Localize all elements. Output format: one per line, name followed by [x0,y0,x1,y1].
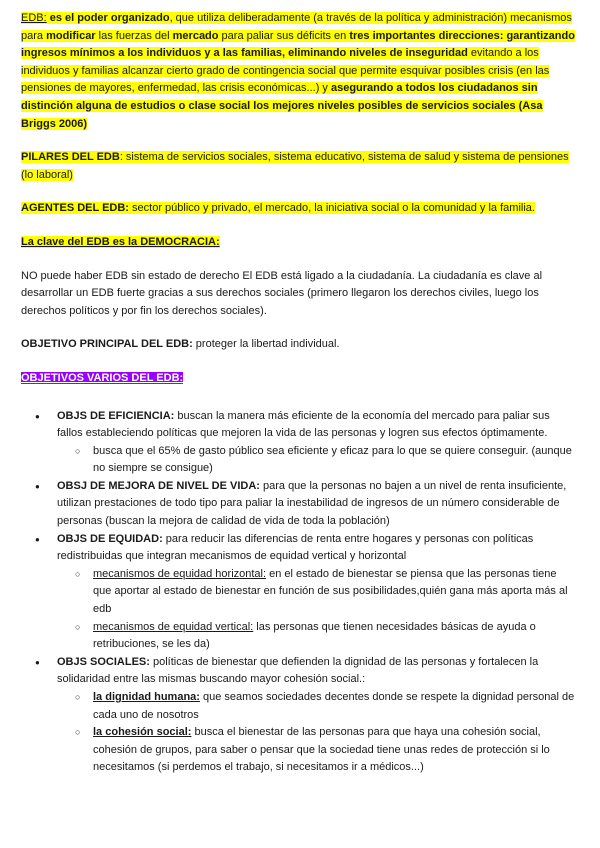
pilares-label: PILARES DEL EDB [21,151,120,164]
sub-item-cohesion: ○ la cohesión social: busca el bienestar de las personas para que haya una cohesión social, cohesión de grupos, para saber o pensar que la sociedad tiene unas redes de protección si lo necesitamos (si perdemos el trabajo, si necesitamos ir a médicos...) [21,724,576,777]
document-page [21,10,576,777]
objetivos-list [21,408,576,777]
pilares-paragraph: PILARES DEL EDB: sistema de servicios sociales, sistema educativo, sistema de salud y sistema de pensiones (lo laboral) [21,151,569,181]
objetivo-principal: OBJETIVO PRINCIPAL DEL EDB: proteger la libertad individual. [21,338,340,351]
objetivos-varios-heading: OBJETIVOS VARIOS DEL EDB: [21,371,184,384]
derecho-paragraph: NO puede haber EDB sin estado de derecho El EDB está ligado a la ciudadanía. La ciudadanía es clave al desarrollar un EDB fuerte gracias a sus derechos sociales (primero llegaron los derechos civiles, luego los derechos políticos y por fin los derechos sociales). [21,269,543,317]
sub-item-equidad-horizontal: ○ mecanismos de equidad horizontal: en el estado de bienestar se piensa que las personas tiene que aportar al estado de bienestar en función de sus posibilidades,quién gana más aporta más al edb [21,566,576,619]
edb-term: EDB: [21,12,47,24]
sub-item-eficiencia: ○ busca que el 65% de gasto público sea eficiente y eficaz para lo que se quiere conseguir. (aunque no siempre se consigue) [21,443,576,478]
sub-item-dignidad: ○ la dignidad humana: que seamos sociedades decentes donde se respete la dignidad personal de cada uno de nosotros [21,689,576,724]
sub-item-equidad-vertical: ○ mecanismos de equidad vertical: las personas que tienen necesidades básicas de ayuda o retribuciones, se les da) [21,619,576,654]
intro-paragraph: EDB: es el poder organizado, que utiliza deliberadamente (a través de la política y administración) mecanismos para modificar las fuerzas del mercado para paliar sus déficits en tres importantes direcciones: garantizando ingresos mínimos a los individuos y a las familias, eliminando niveles de inseguridad evitando a los individuos y familias alcanzar cierto grado de contingencia social que permite esquivar posibles crisis (en las pensiones de mayores, enfermedad, las crisis económicas...) y asegurando a todos los ciudadanos sin distinción alguna de estudios o clase social los mejores niveles posibles de servicios sociales (Asa Briggs 2006) [21,12,575,130]
list-item-eficiencia: ● OBJS DE EFICIENCIA: buscan la manera más eficiente de la economía del mercado para paliar sus fallos estableciendo políticas que mejoren la vida de las personas y logren sus efectos óptimamente. [21,408,576,443]
agentes-label: AGENTES DEL EDB: [21,202,129,215]
list-item-nivel-vida: ● OBSJ DE MEJORA DE NIVEL DE VIDA: para que la personas no bajen a un nivel de renta insuficiente, utilizan prestaciones de todo tipo para paliar la inestabilidad de ingresos de un número considerable de personas (buscan la mejora de calidad de vida de toda la población) [21,478,576,531]
agentes-paragraph: AGENTES DEL EDB: sector público y privado, el mercado, la iniciativa social o la comunidad y la familia. [21,202,535,215]
clave-heading: La clave del EDB es la DEMOCRACIA: [21,235,220,248]
list-item-equidad: ● OBJS DE EQUIDAD: para reducir las diferencias de renta entre hogares y personas con políticas redistribuidas que integran mecanismos de equidad vertical y horizontal [21,531,576,566]
list-item-sociales: ● OBJS SOCIALES: políticas de bienestar que defienden la dignidad de las personas y fortalecen la solidaridad entre las mismas buscando mayor cohesión social.: [21,654,576,689]
